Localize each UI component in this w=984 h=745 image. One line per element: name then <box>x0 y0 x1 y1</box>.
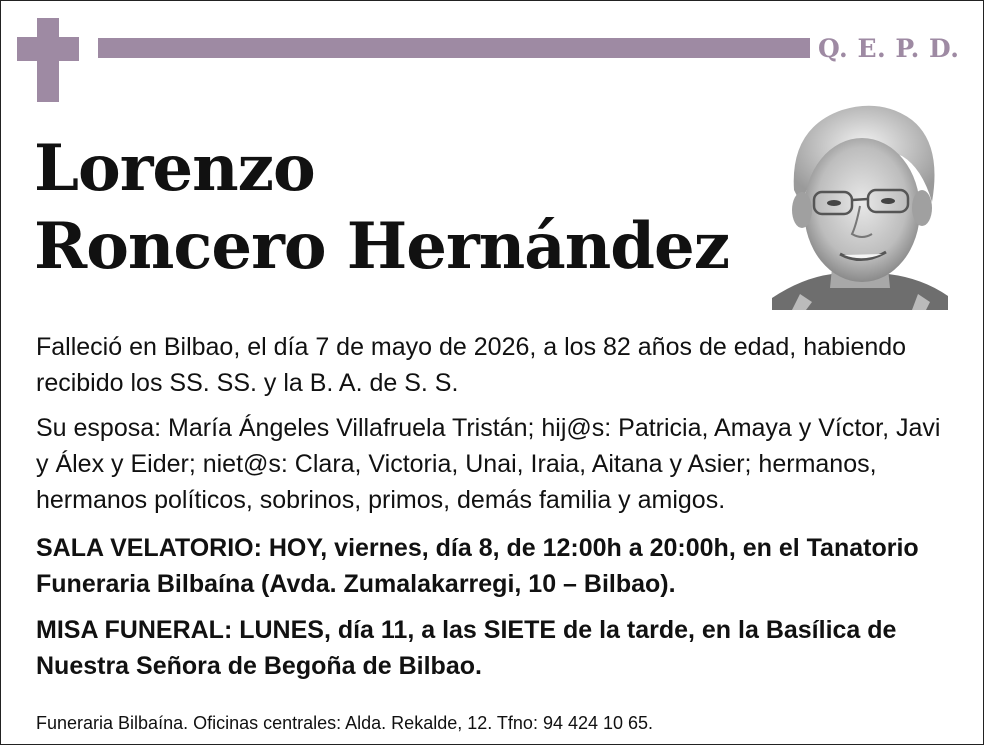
death-notice-paragraph: Falleció en Bilbao, el día 7 de mayo de 2026, a los 82 años de edad, habiendo recibido los SS. SS. y la B. A. de S. S. <box>36 333 907 397</box>
funeral-mass-paragraph: MISA FUNERAL: LUNES, día 11, a las SIETE de la tarde, en la Basílica de Nuestra Señora de Begoña de Bilbao. <box>36 616 897 680</box>
funeral-home-footer: Funeraria Bilbaína. Oficinas centrales: Alda. Rekalde, 12. Tfno: 94 424 10 65. <box>36 713 654 733</box>
header-rule <box>98 38 810 58</box>
surnames: Roncero Hernández <box>34 209 730 284</box>
deceased-name <box>34 130 729 286</box>
cross-icon-arm <box>17 37 79 61</box>
family-paragraph: Su esposa: María Ángeles Villafruela Tristán; hij@s: Patricia, Amaya y Víctor, Javi y Álex y Eider; niet@s: Clara, Victoria, Unai, Iraia, Aitana y Asier; hermanos, hermanos políticos, sobrinos, primos, demás familia y amigos. <box>36 414 941 514</box>
wake-paragraph: SALA VELATORIO: HOY, viernes, día 8, de 12:00h a 20:00h, en el Tanatorio Funeraria Bilbaína (Avda. Zumalakarregi, 10 – Bilbao). <box>36 534 919 598</box>
portrait-photo <box>772 98 948 310</box>
first-name: Lorenzo <box>34 131 315 206</box>
qepd-mark: Q. E. P. D. <box>818 34 960 63</box>
